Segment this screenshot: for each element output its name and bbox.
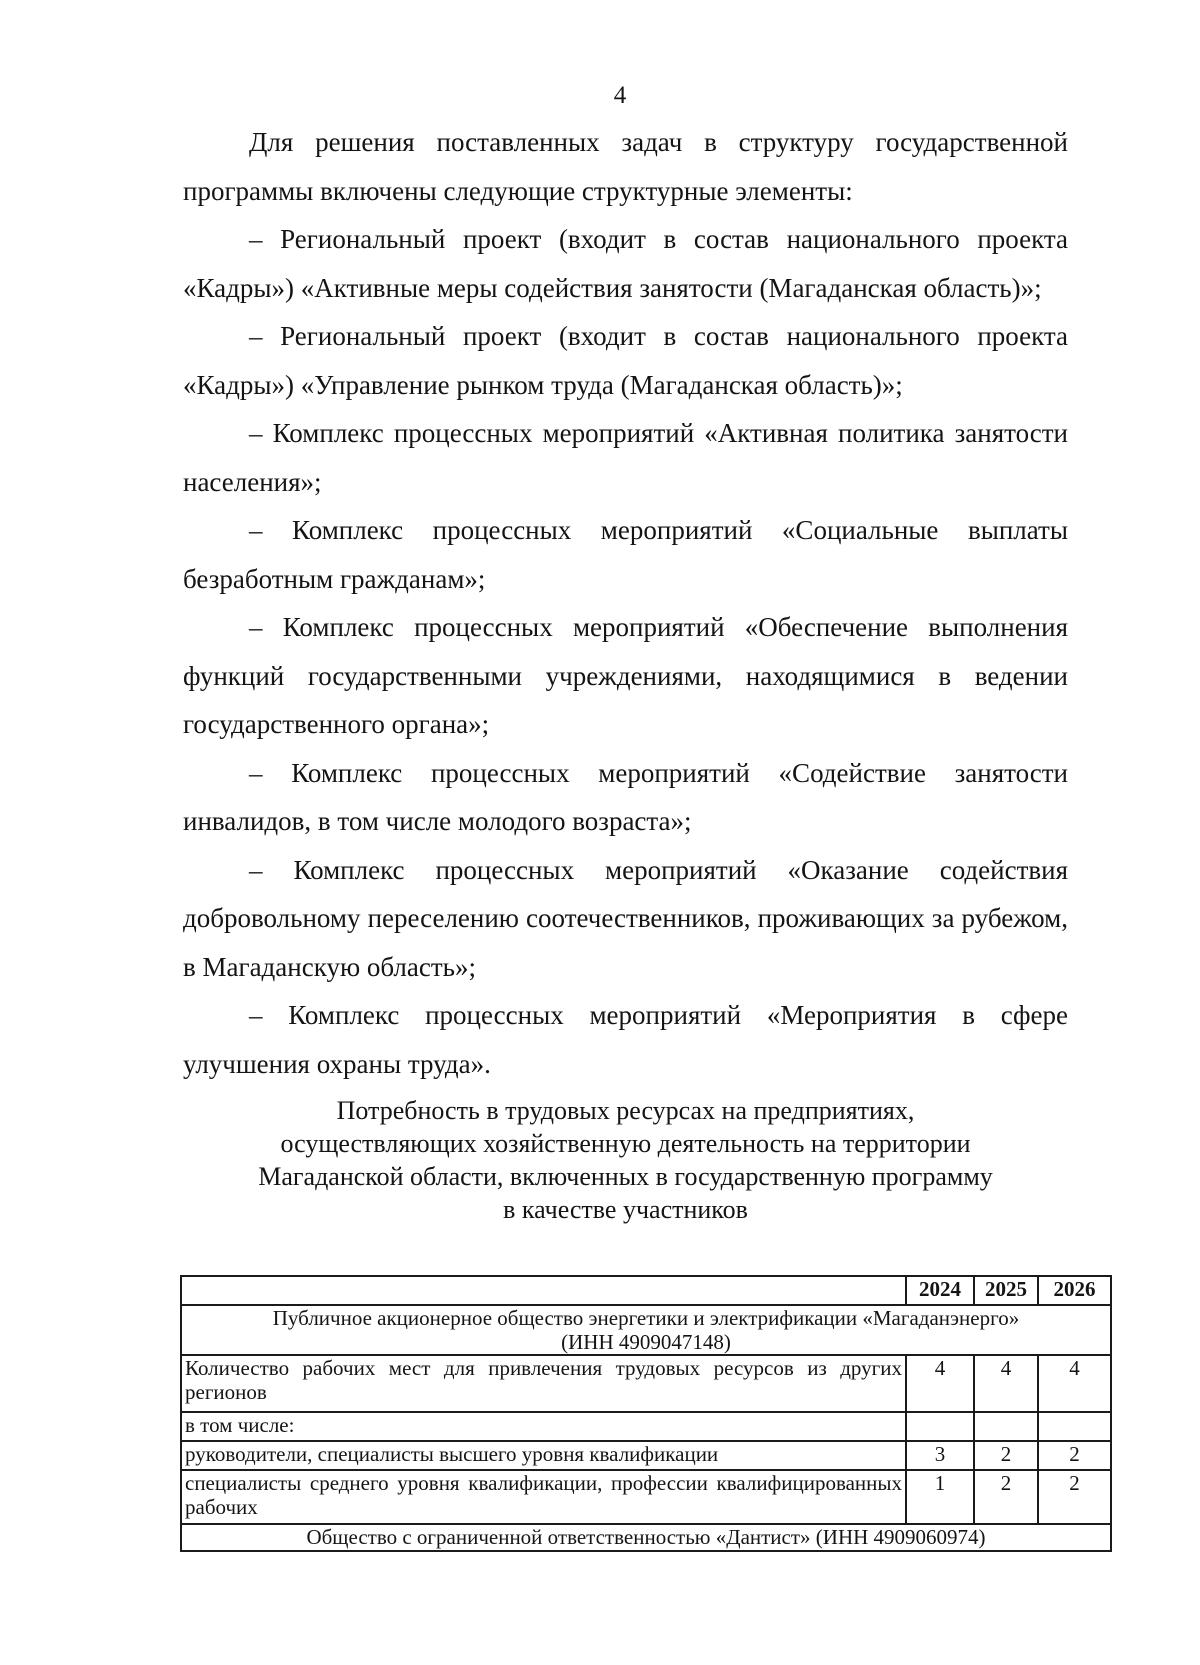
- value-2026: 4: [1038, 1355, 1111, 1412]
- table-heading: [183, 1094, 1068, 1226]
- value-2026: [1038, 1412, 1111, 1441]
- labor-needs-table: [180, 1275, 1112, 1552]
- list-item: – Региональный проект (входит в состав национального проекта «Кадры») «Управление рынком труда (Магаданская область)»;: [183, 321, 1068, 400]
- year-header-2025: 2025: [974, 1276, 1038, 1305]
- list-item: – Комплекс процессных мероприятий «Социальные выплаты безработным гражданам»;: [183, 515, 1068, 594]
- list-item: – Комплекс процессных мероприятий «Оказание содействия добровольному переселению соотечественников, проживающих за рубежом, в Магаданскую область»;: [183, 854, 1068, 982]
- table-heading-line: Магаданской области, включенных в государственную программу: [258, 1162, 993, 1191]
- value-2025: 2: [974, 1441, 1038, 1470]
- value-2026: 2: [1038, 1470, 1111, 1524]
- value-2024: 3: [906, 1441, 974, 1470]
- list-item: – Региональный проект (входит в состав национального проекта «Кадры») «Активные меры содействия занятости (Магаданская область)»;: [183, 224, 1068, 303]
- org-row-magadanenergo: [181, 1305, 1111, 1355]
- table-heading-line: осуществляющих хозяйственную деятельность на территории: [280, 1129, 971, 1158]
- year-header-2026: 2026: [1038, 1276, 1111, 1305]
- value-2024: 4: [906, 1355, 974, 1412]
- table-row: [181, 1441, 1111, 1470]
- org-name-cell: [181, 1305, 1111, 1355]
- table-header-row: [181, 1276, 1111, 1305]
- row-label: специалисты среднего уровня квалификации, профессии квалифицированных рабочих: [181, 1470, 906, 1524]
- table-heading-line: Потребность в трудовых ресурсах на предприятиях,: [336, 1096, 915, 1125]
- list-item: – Комплекс процессных мероприятий «Мероприятия в сфере улучшения охраны труда».: [183, 1000, 1068, 1079]
- org-name-cell: Общество с ограниченной ответственностью «Дантист» (ИНН 4909060974): [181, 1524, 1111, 1551]
- value-2024: 1: [906, 1470, 974, 1524]
- org-inn: (ИНН 4909047148): [561, 1330, 731, 1354]
- list-item: – Комплекс процессных мероприятий «Обеспечение выполнения функций государственными учреждениями, находящимися в ведении государственного органа»;: [183, 612, 1068, 739]
- list-item: – Комплекс процессных мероприятий «Содействие занятости инвалидов, в том числе молодого возраста»;: [183, 757, 1068, 836]
- row-label: Количество рабочих мест для привлечения трудовых ресурсов из других регионов: [181, 1355, 906, 1412]
- value-2025: [974, 1412, 1038, 1441]
- table-heading-line: в качестве участников: [503, 1195, 748, 1224]
- row-label: руководители, специалисты высшего уровня квалификации: [181, 1441, 906, 1470]
- org-row-dantist: [181, 1524, 1111, 1551]
- row-label: в том числе:: [181, 1412, 906, 1441]
- year-header-2024: 2024: [906, 1276, 974, 1305]
- org-name: Публичное акционерное общество энергетики и электрификации «Магаданэнерго»: [272, 1306, 1020, 1330]
- header-label-cell: [181, 1276, 906, 1305]
- table-row: [181, 1355, 1111, 1412]
- value-2024: [906, 1412, 974, 1441]
- value-2026: 2: [1038, 1441, 1111, 1470]
- table-row: [181, 1470, 1111, 1524]
- table-row: [181, 1412, 1111, 1441]
- document-body: [183, 118, 1068, 1088]
- intro-paragraph: Для решения поставленных задач в структуру государственной программы включены следующие структурные элементы:: [183, 127, 1068, 206]
- list-item: – Комплекс процессных мероприятий «Активная политика занятости населения»;: [183, 418, 1068, 497]
- page-number: 4: [613, 82, 627, 109]
- value-2025: 4: [974, 1355, 1038, 1412]
- value-2025: 2: [974, 1470, 1038, 1524]
